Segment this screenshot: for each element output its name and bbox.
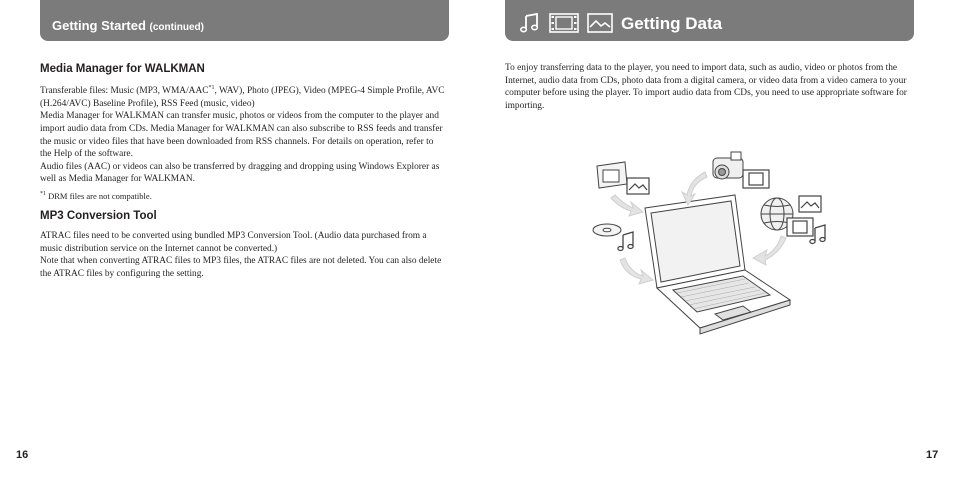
section-body-mp3-tool	[40, 230, 445, 280]
section-heading-media-manager: Media Manager for WALKMAN	[40, 63, 205, 75]
film-strip-icon	[549, 12, 579, 34]
photo-icon-globe	[799, 196, 821, 212]
header-icons	[519, 12, 613, 34]
section-body-media-manager	[40, 82, 445, 202]
atrac-conversion-text: ATRAC files need to be converted using bundled MP3 Conversion Tool. (Audio data purchased from a music distribution service on the Internet cannot be converted.)	[40, 231, 427, 254]
right-header-title: Getting Data	[621, 14, 723, 33]
data-sources-illustration	[585, 150, 835, 335]
music-note-icon-cd	[618, 232, 633, 251]
cd-icon	[593, 224, 621, 236]
film-strip-icon-camera	[743, 170, 769, 188]
section-heading-mp3-tool: MP3 Conversion Tool	[40, 210, 157, 222]
film-strip-icon-globe	[787, 218, 813, 236]
left-page-header	[40, 0, 449, 41]
footnote: $^{*1}$ DRM files are not compatible.	[40, 190, 152, 201]
atrac-delete-note: Note that when converting ATRAC files to MP3 files, the ATRAC files are not deleted. You can also delete the ATRAC files by configuring the setting.	[40, 256, 442, 279]
video-camera-icon	[713, 152, 743, 179]
music-note-icon	[519, 12, 541, 34]
page-number-right: 17	[926, 449, 939, 461]
photo-icon-camera	[627, 178, 649, 194]
right-page-header	[505, 0, 914, 41]
getting-data-intro: To enjoy transferring data to the player, you need to import data, such as audio, video or photos from the Internet, audio data from CDs, photo data from a digital camera, or video data from a video camera to your computer before using the player. To import audio data from CDs, you need to use appropriate software for importing.	[505, 63, 907, 111]
left-header-title: Getting Started (continued)	[52, 18, 204, 33]
drag-drop-note: Audio files (AAC) or videos can also be transferred by dragging and dropping using Windows Explorer as well as Media Manager for WALKMAN.	[40, 161, 440, 185]
transferable-files-text: Transferable files: Music (MP3, WMA/AAC$^{*1}$, WAV), Photo (JPEG), Video (MPEG-4 Simple Profile, AVC (H.264/AVC) Baseline Profile), RSS Feed (music, video)	[40, 85, 445, 109]
page-number-left: 16	[16, 449, 29, 461]
media-manager-description: Media Manager for WALKMAN can transfer music, photos or videos from the computer to the player and import audio data from CDs. Media Manager for WALKMAN can also subscribe to RSS feeds and transfer the music or video files that have been downloaded from RSS channels. For details on operation, refer to the Help of the software.	[40, 111, 443, 160]
digital-camera-icon	[597, 162, 627, 188]
left-header-subtitle: (continued)	[149, 22, 204, 33]
photo-icon	[587, 12, 613, 34]
